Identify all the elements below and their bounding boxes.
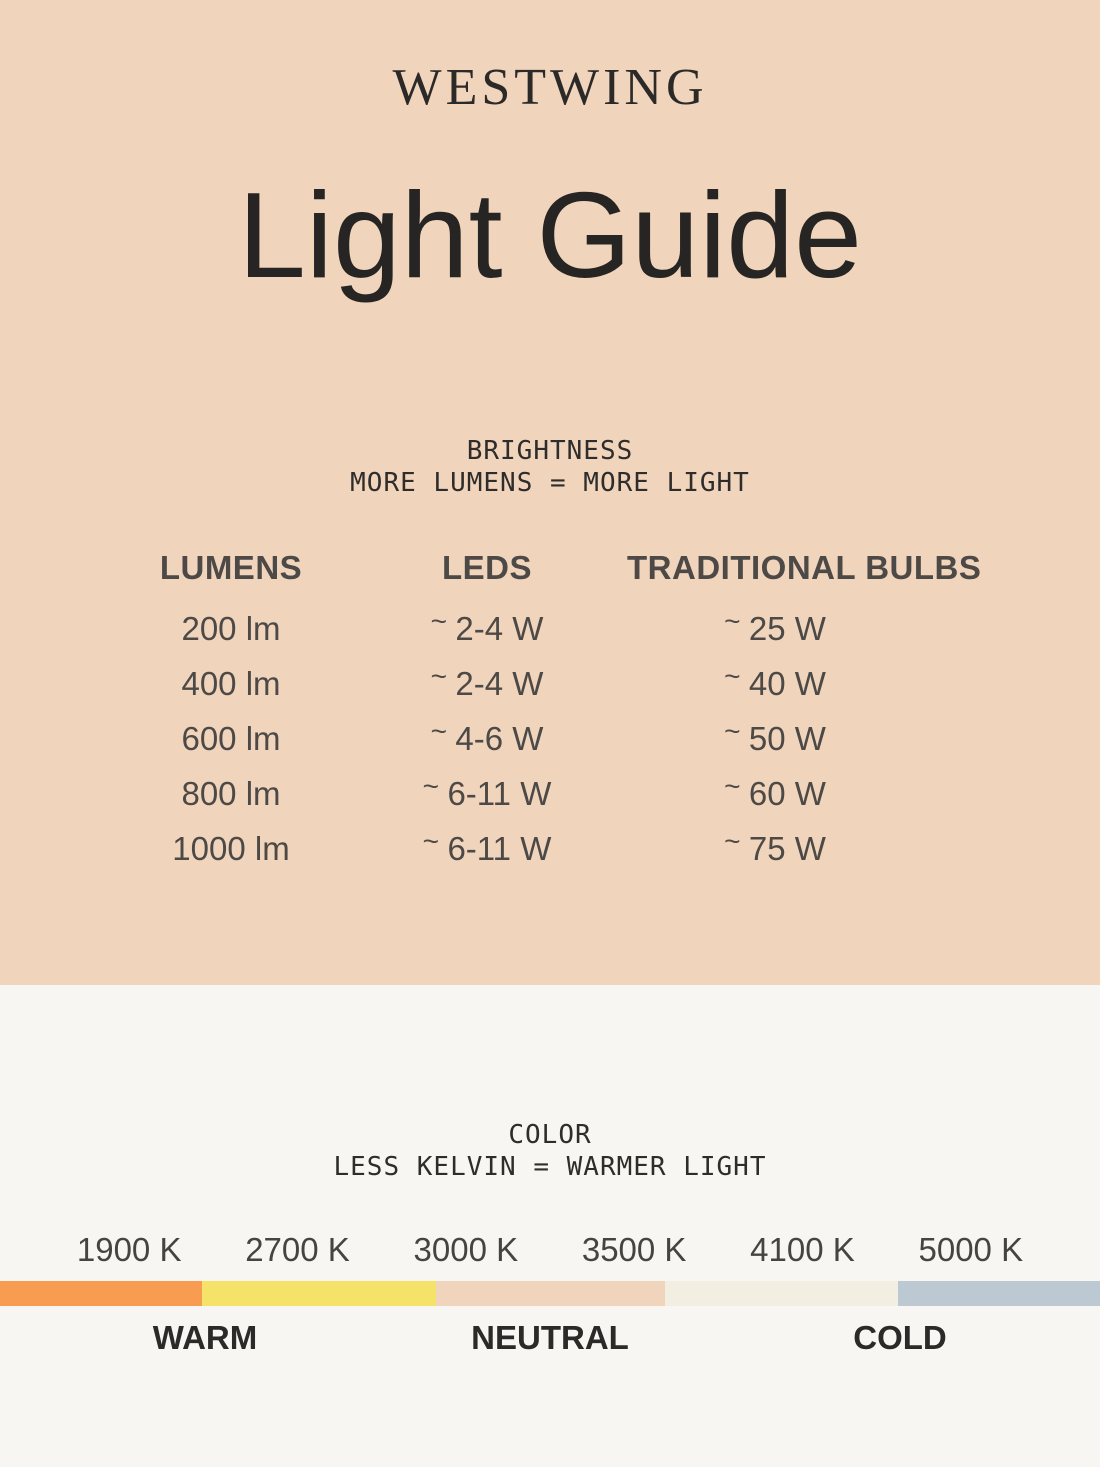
kelvin-scale-labels [0, 1233, 1100, 1267]
page-title: Light Guide [238, 167, 862, 303]
color-temperature-scale-bar [0, 1281, 1100, 1306]
approx-symbol: ~ [724, 715, 741, 747]
color-subheading: LESS KELVIN = WARMER LIGHT [333, 1152, 767, 1182]
table-row [115, 657, 1100, 712]
brightness-intro [0, 435, 1100, 499]
bulbs-value: ~ 25 W [627, 602, 923, 657]
temperature-labels-row [0, 1306, 1100, 1376]
lumens-value: 400 lm [181, 665, 281, 702]
bulbs-value: ~ 60 W [627, 767, 923, 822]
leds-value: ~ 6-11 W [347, 822, 627, 877]
kelvin-label: 5000 K [918, 1231, 1024, 1268]
scale-segment-cold-blue [898, 1281, 1100, 1306]
column-header-bulbs: TRADITIONAL BULBS [627, 549, 982, 586]
label-cold: COLD [853, 1319, 947, 1356]
kelvin-label: 2700 K [245, 1231, 350, 1268]
leds-value: ~ 4-6 W [347, 712, 627, 767]
bulbs-value: ~ 50 W [627, 712, 923, 767]
kelvin-label: 1900 K [76, 1231, 182, 1268]
brightness-subheading: MORE LUMENS = MORE LIGHT [350, 468, 750, 498]
bulbs-value: ~ 40 W [627, 657, 923, 712]
brightness-heading: BRIGHTNESS [466, 436, 634, 466]
lumens-value: 800 lm [181, 775, 281, 812]
table-row [115, 712, 1100, 767]
table-row [115, 822, 1100, 877]
column-header-lumens: LUMENS [159, 549, 303, 586]
approx-symbol: ~ [724, 825, 741, 857]
label-neutral: NEUTRAL [471, 1319, 629, 1356]
color-intro [0, 985, 1100, 1183]
scale-segment-warm-yellow [202, 1281, 435, 1306]
approx-symbol: ~ [430, 605, 447, 637]
lumen-table-body [115, 602, 1100, 877]
approx-symbol: ~ [724, 770, 741, 802]
approx-symbol: ~ [724, 660, 741, 692]
table-row [115, 602, 1100, 657]
lumens-value: 200 lm [181, 610, 281, 647]
leds-value: ~ 2-4 W [347, 657, 627, 712]
color-section [0, 985, 1100, 1467]
leds-value: ~ 2-4 W [347, 602, 627, 657]
approx-symbol: ~ [724, 605, 741, 637]
approx-symbol: ~ [422, 825, 440, 857]
approx-symbol: ~ [430, 660, 447, 692]
kelvin-label: 3500 K [581, 1231, 687, 1268]
table-row [115, 767, 1100, 822]
scale-segment-warm-orange [0, 1281, 202, 1306]
label-warm: WARM [152, 1319, 258, 1356]
lumens-value: 1000 lm [172, 830, 290, 867]
kelvin-label: 3000 K [413, 1231, 519, 1268]
brand-logo: WESTWING [392, 59, 708, 116]
approx-symbol: ~ [422, 770, 440, 802]
bulbs-value: ~ 75 W [627, 822, 923, 877]
scale-segment-neutral-cream [665, 1281, 897, 1306]
lumen-table-header-row [115, 550, 1100, 586]
lumen-table [0, 550, 1100, 877]
kelvin-label: 4100 K [750, 1231, 855, 1268]
approx-symbol: ~ [430, 715, 447, 747]
scale-segment-neutral-peach [436, 1281, 666, 1306]
column-header-leds: LEDS [441, 549, 532, 586]
leds-value: ~ 6-11 W [347, 767, 627, 822]
lumens-value: 600 lm [181, 720, 281, 757]
color-heading: COLOR [508, 1120, 592, 1150]
